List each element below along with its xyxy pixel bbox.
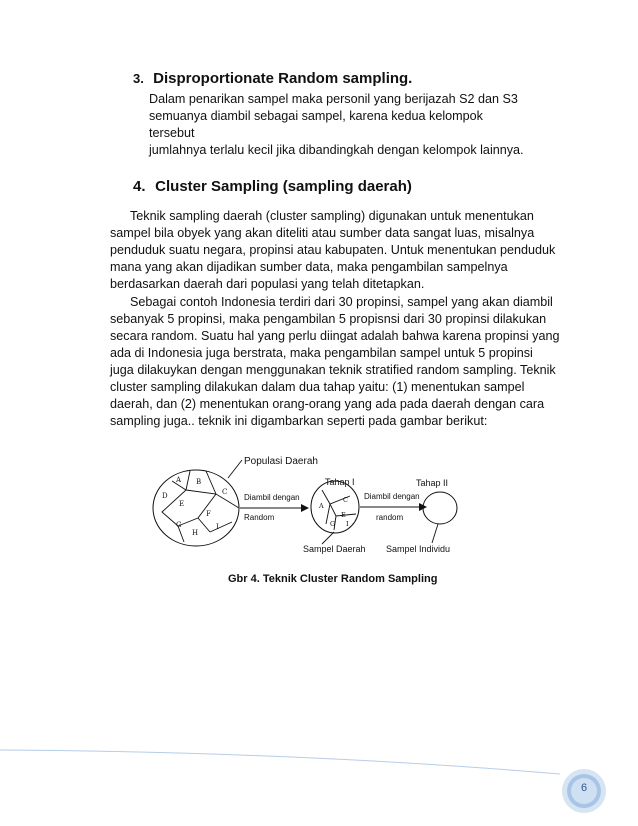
text-line: jumlahnya terlalu kecil jika dibandingkah dengan kelompok lainnya. <box>149 143 524 157</box>
section-3-heading <box>133 70 412 87</box>
region-label: C <box>222 488 228 496</box>
text-line: Dalam penarikan sampel maka personil yang berijazah S2 dan S3 <box>149 92 518 106</box>
section-3-number: 3. <box>133 71 144 86</box>
arrow-1-label-top: Diambil dengan <box>244 493 300 502</box>
text-line: secara random. Suatu hal yang perlu diingat adalah bahwa karena propinsi yang <box>110 329 560 343</box>
text-line: dilakuykan dengan menggunakan teknik stratified random sampling. Teknik <box>137 363 556 377</box>
text-line: berdasarkan daerah dari populasi yang telah ditetapkan. <box>110 277 425 291</box>
text-line: mana yang akan dijadikan sumber data, maka pengambilan sampelnya <box>110 260 508 274</box>
region-label: H <box>192 529 199 537</box>
sample-ellipse <box>311 481 359 533</box>
region-label: E <box>179 500 185 508</box>
region-label: D <box>162 492 168 500</box>
arrow-1-label-bottom: Random <box>244 513 275 522</box>
label-tahap-2: Tahap II <box>416 478 449 488</box>
population-ellipse <box>153 470 239 546</box>
text-line: sampling juga.. teknik ini digambarkan seperti pada gambar berikut: <box>110 414 488 428</box>
text-line: daerah, dan (2) menentukan orang-orang yang ada pada daerah dengan cara <box>110 397 545 411</box>
sampel-individu-pointer <box>432 524 438 543</box>
figure-caption: Gbr 4. Teknik Cluster Random Sampling <box>228 573 438 585</box>
region-label: A <box>176 476 182 484</box>
text-line: Teknik sampling daerah (cluster sampling) digunakan untuk menentukan <box>130 209 534 223</box>
text-line: cluster sampling dilakukan dalam dua tahap yaitu: (1) menentukan sampel <box>110 380 525 394</box>
arrow-2-label-bottom: random <box>376 513 404 522</box>
region-label: C <box>343 496 348 504</box>
region-label: E <box>341 511 346 519</box>
label-sampel-daerah: Sampel Daerah <box>303 544 366 554</box>
text-line: penduduk suatu negara, propinsi atau kabupaten. Untuk menentukan penduduk <box>110 243 556 257</box>
section-4-title: Cluster Sampling (sampling daerah) <box>155 178 412 195</box>
populasi-pointer-line <box>228 460 242 478</box>
paragraph-1 <box>110 208 560 293</box>
label-sampel-individu: Sampel Individu <box>386 544 451 554</box>
section-4-heading <box>133 178 412 195</box>
region-label: F <box>206 510 211 518</box>
paragraph-2 <box>110 294 560 430</box>
sample-region-borders <box>322 490 356 530</box>
region-label: B <box>196 478 202 486</box>
text-line: Sebagai contoh Indonesia terdiri dari 30 propinsi, sampel yang akan diambil <box>130 295 553 309</box>
label-populasi-daerah: Populasi Daerah <box>244 456 318 467</box>
individual-sample-ellipse <box>423 492 457 524</box>
region-label: I <box>216 523 219 531</box>
region-label: G <box>176 521 182 529</box>
section-3-title: Disproportionate Random sampling. <box>153 70 413 87</box>
footer-curve-line <box>0 750 560 774</box>
cluster-sampling-diagram <box>150 450 470 560</box>
sampel-daerah-pointer <box>322 532 334 544</box>
section-3-body <box>149 91 529 159</box>
region-label: I <box>346 520 349 528</box>
label-tahap-1: Tahap I <box>325 477 355 487</box>
arrow-2-label-top: Diambil dengan <box>364 492 420 501</box>
text-line: semuanya diambil sebagai sampel, karena kedua kelompok tersebut <box>149 109 483 140</box>
text-line: sebanyak 5 propinsi, maka pengambilan 5 propisnsi dari 30 propinsi dilakukan <box>110 312 547 326</box>
region-label: G <box>330 520 336 528</box>
section-4-number: 4. <box>133 178 146 195</box>
page-number: 6 <box>580 782 588 794</box>
text-line: sampel bila obyek yang akan diteliti atau sumber data sangat luas, misalnya <box>110 226 535 240</box>
region-label: A <box>319 502 324 510</box>
region-labels <box>162 476 227 537</box>
page-footer-decoration <box>0 740 638 826</box>
text-line: ada di Indonesia juga berstrata, maka pengambilan sampel untuk 5 propinsi juga <box>110 346 533 377</box>
